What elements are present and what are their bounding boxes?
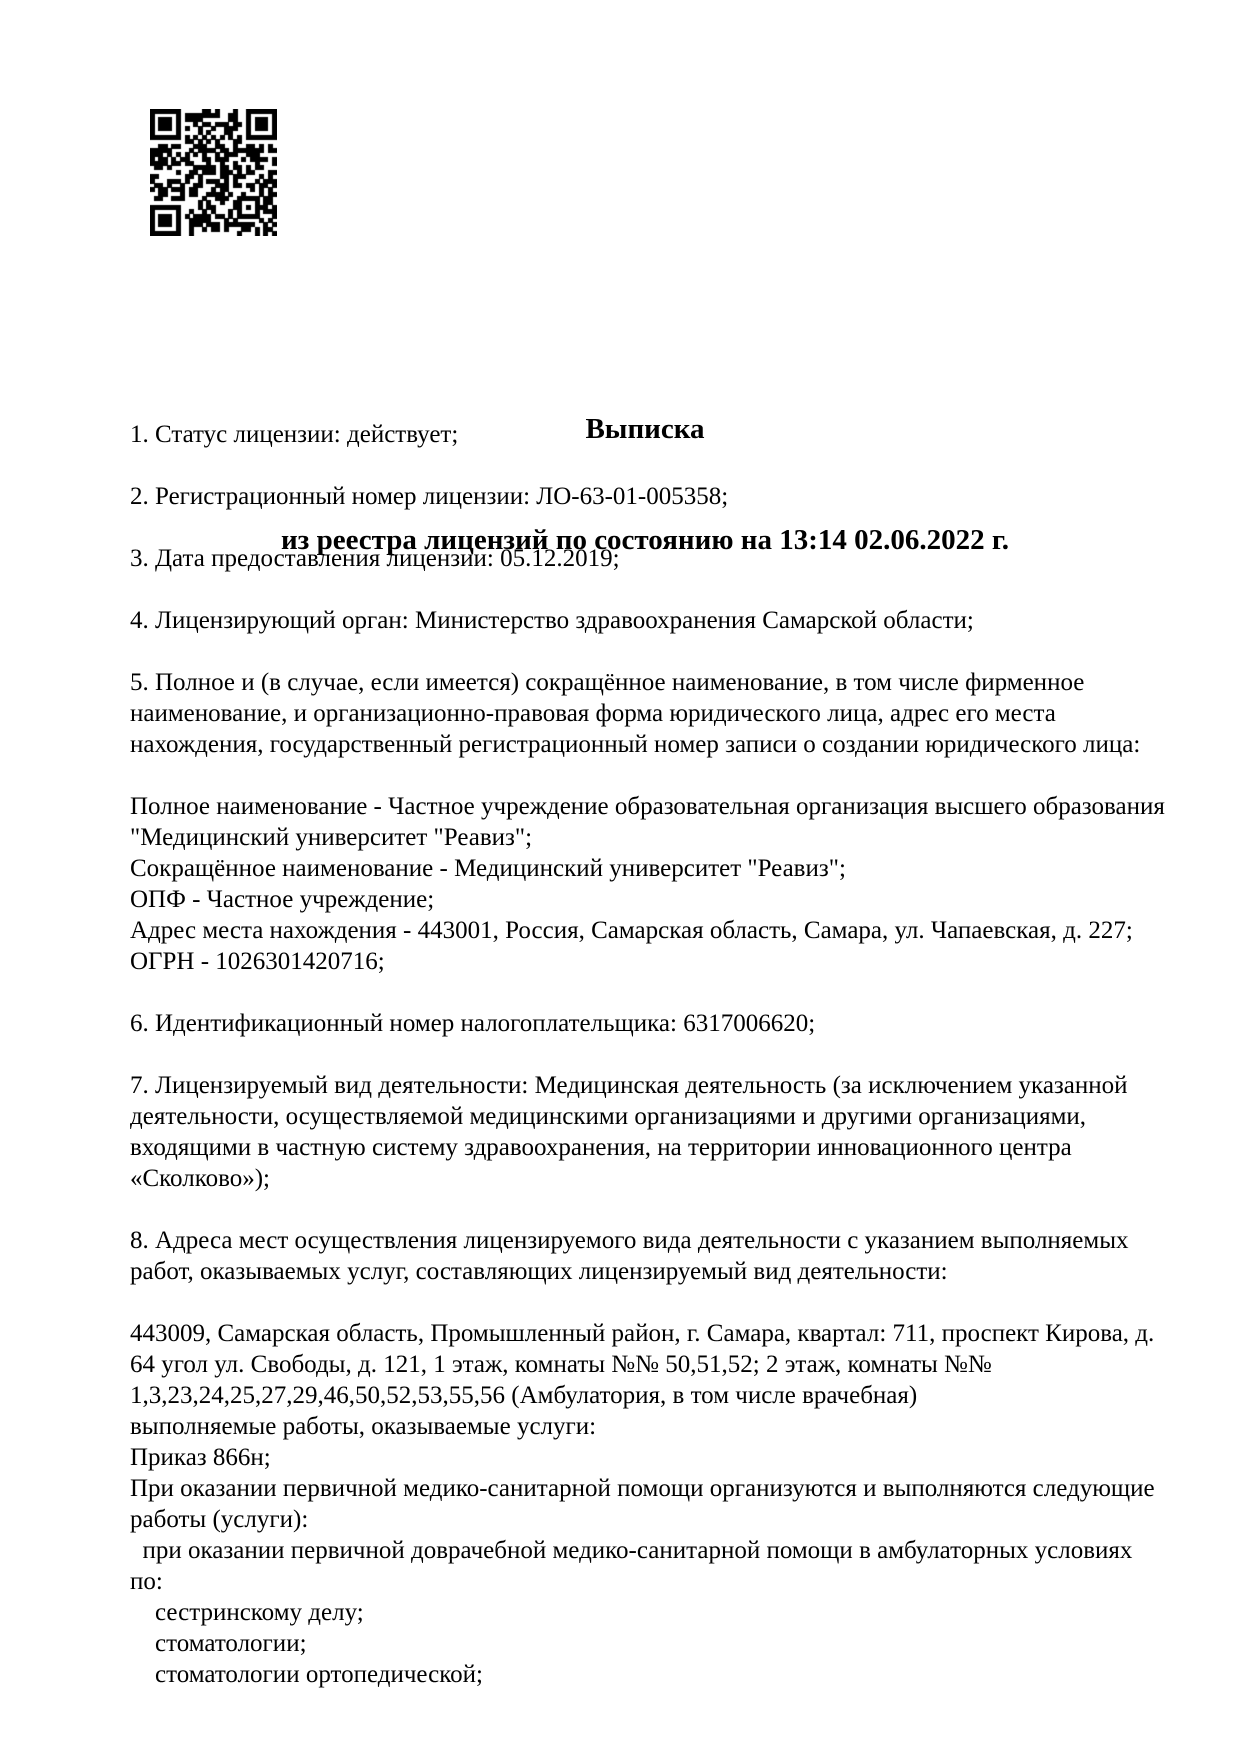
paragraph-line: 5. Полное и (в случае, если имеется) сокращённое наименование, в том числе фирменное — [130, 669, 1085, 696]
paragraph — [130, 1225, 1160, 1287]
paragraph-line: Приказ 866н; — [130, 1444, 271, 1471]
paragraph-line: 8. Адреса мест осуществления лицензируемого вида деятельности с указанием выполняемых — [130, 1227, 1129, 1254]
paragraph-line: 6. Идентификационный номер налогоплательщика: 6317006620; — [130, 1010, 816, 1037]
paragraph-line: наименование, и организационно-правовая форма юридического лица, адрес его места — [130, 700, 1056, 727]
paragraph-line: сестринскому делу; — [130, 1599, 364, 1626]
document-body — [130, 419, 1165, 1721]
paragraph-line: 2. Регистрационный номер лицензии: ЛО-63-01-005358; — [130, 483, 729, 510]
paragraph-line: Полное наименование - Частное учреждение образовательная организация высшего образования — [130, 793, 1165, 820]
paragraph-line: 4. Лицензирующий орган: Министерство здравоохранения Самарской области; — [130, 607, 974, 634]
qr-code-icon — [150, 109, 277, 236]
paragraph-line: При оказании первичной медико-санитарной помощи организуются и выполняются следующие — [130, 1475, 1155, 1502]
paragraph-line: Адрес места нахождения - 443001, Россия, Самарская область, Самара, ул. Чапаевская, д. 227; — [130, 917, 1133, 944]
paragraph-line: «Сколково»); — [130, 1165, 270, 1192]
paragraph-line: по: — [130, 1568, 163, 1595]
paragraph-line: стоматологии ортопедической; — [130, 1661, 483, 1688]
paragraph — [130, 1318, 1160, 1690]
paragraph-line: при оказании первичной доврачебной медико-санитарной помощи в амбулаторных условиях — [130, 1537, 1133, 1564]
paragraph-line: 64 угол ул. Свободы, д. 121, 1 этаж, комнаты №№ 50,51,52; 2 этаж, комнаты №№ — [130, 1351, 992, 1378]
paragraph — [130, 543, 1160, 574]
paragraph-line: деятельности, осуществляемой медицинскими организациями и другими организациями, — [130, 1103, 1087, 1130]
paragraph-line: Сокращённое наименование - Медицинский университет "Реавиз"; — [130, 855, 846, 882]
document-title-line2: из реестра лицензий по состоянию на 13:14 02.06.2022 г. — [280, 524, 1010, 556]
paragraph-line: работы (услуги): — [130, 1506, 309, 1533]
paragraph-line: входящими в частную систему здравоохранения, на территории инновационного центра — [130, 1134, 1072, 1161]
paragraph-line: ОГРН - 1026301420716; — [130, 948, 385, 975]
paragraph — [130, 605, 1160, 636]
paragraph-line: 7. Лицензируемый вид деятельности: Медицинская деятельность (за исключением указанной — [130, 1072, 1128, 1099]
paragraph — [130, 419, 1160, 450]
paragraph-line: работ, оказываемых услуг, составляющих лицензируемый вид деятельности: — [130, 1258, 948, 1285]
paragraph — [130, 1070, 1160, 1194]
paragraph-line: "Медицинский университет "Реавиз"; — [130, 824, 533, 851]
paragraph — [130, 1008, 1160, 1039]
paragraph — [130, 791, 1165, 977]
paragraph — [130, 667, 1160, 760]
paragraph-line: 443009, Самарская область, Промышленный район, г. Самара, квартал: 711, проспект Кирова, д. — [130, 1320, 1155, 1347]
document-title-line1: Выписка — [585, 413, 705, 445]
paragraph-line: 1,3,23,24,25,27,29,46,50,52,53,55,56 (Амбулатория, в том числе врачебная) — [130, 1382, 918, 1409]
paragraph-line: 3. Дата предоставления лицензии: 05.12.2019; — [130, 545, 620, 572]
paragraph — [130, 481, 1160, 512]
paragraph-line: 1. Статус лицензии: действует; — [130, 421, 459, 448]
paragraph-line: выполняемые работы, оказываемые услуги: — [130, 1413, 597, 1440]
paragraph-line: нахождения, государственный регистрационный номер записи о создании юридического лица: — [130, 731, 1141, 758]
paragraph-line: ОПФ - Частное учреждение; — [130, 886, 435, 913]
paragraph-line: стоматологии; — [130, 1630, 307, 1657]
